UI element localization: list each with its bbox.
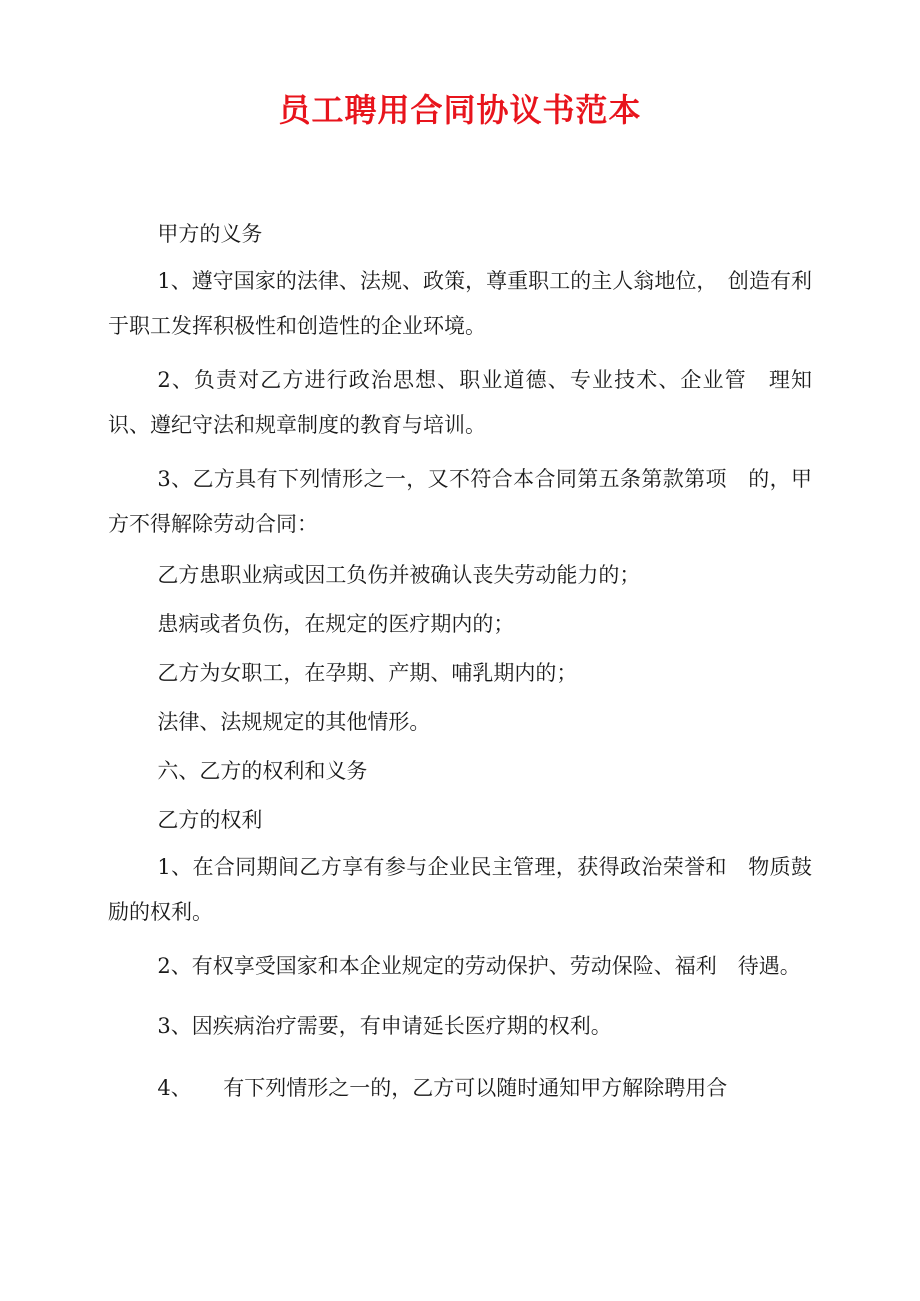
paragraph-section-six-heading: 六、乙方的权利和义务: [157, 759, 368, 783]
paragraph-party-a-duty-1: 1、遵守国家的法律、法规、政策，尊重职工的主人翁地位， 创造有利于职工发挥积极性和创造性的企业环境。: [108, 269, 812, 338]
paragraph-party-a-duties-heading: 甲方的义务: [157, 222, 263, 246]
paragraph-condition-other: 法律、法规规定的其他情形。: [157, 710, 431, 734]
paragraph-party-b-right-3: 3、因疾病治疗需要，有申请延长医疗期的权利。: [157, 1014, 612, 1038]
document-body: [108, 210, 812, 1113]
paragraph-party-b-right-2: 2、有权享受国家和本企业规定的劳动保护、劳动保险、福利 待遇。: [157, 954, 801, 978]
paragraph-party-b-rights-heading: 乙方的权利: [157, 808, 263, 832]
paragraph-condition-female-employee: 乙方为女职工，在孕期、产期、哺乳期内的；: [157, 661, 578, 685]
paragraph-party-a-duty-3: 3、乙方具有下列情形之一，又不符合本合同第五条第款第项 的，甲方不得解除劳动合同：: [108, 467, 812, 536]
paragraph-condition-occupational-disease: 乙方患职业病或因工负伤并被确认丧失劳动能力的；: [157, 563, 641, 587]
paragraph-condition-medical-period: 患病或者负伤，在规定的医疗期内的；: [157, 612, 515, 636]
paragraph-party-b-right-4: 4、 有下列情形之一的，乙方可以随时通知甲方解除聘用合: [157, 1076, 728, 1100]
document-title: 员工聘用合同协议书范本: [278, 91, 642, 129]
paragraph-party-a-duty-2: 2、负责对乙方进行政治思想、职业道德、专业技术、企业管 理知识、遵纪守法和规章制度的教育与培训。: [108, 368, 812, 437]
paragraph-party-b-right-1: 1、在合同期间乙方享有参与企业民主管理，获得政治荣誉和 物质鼓励的权利。: [108, 855, 812, 924]
